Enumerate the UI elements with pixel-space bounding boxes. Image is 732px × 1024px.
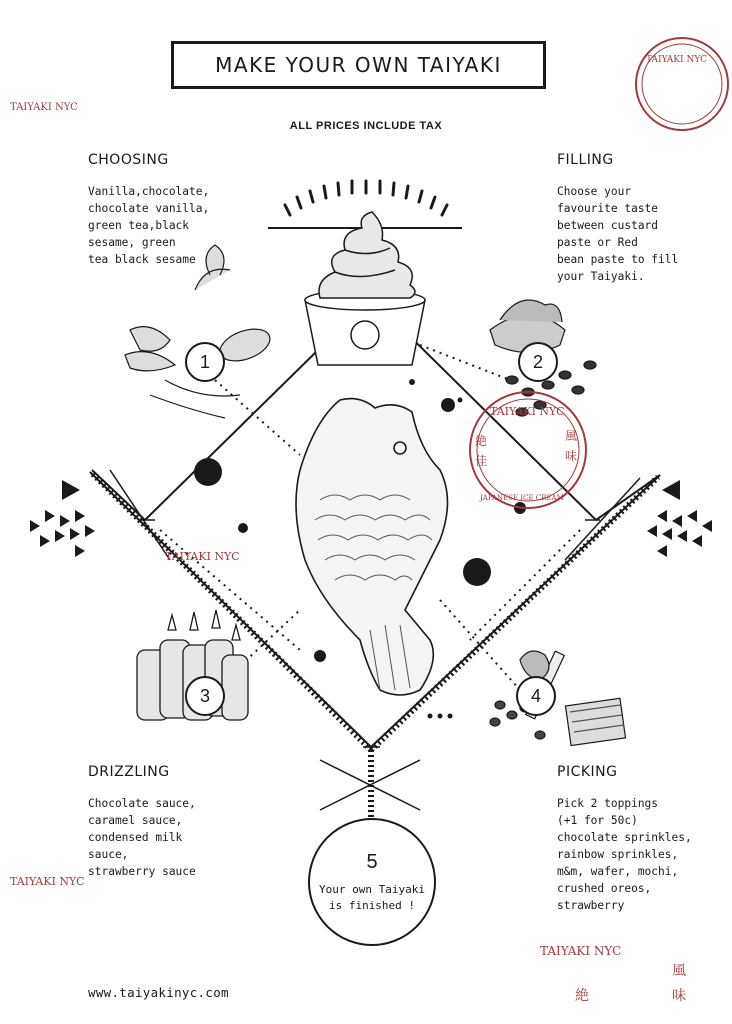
step-text-choosing: Vanilla,chocolate, chocolate vanilla, green tea,black sesame, green tea black sesame [88,185,210,266]
step-heading-choosing: CHOOSING [88,152,169,168]
page-title: MAKE YOUR OWN TAIYAKI [215,53,502,77]
triangle-pattern-right [647,480,712,557]
vanilla-cacao-illustration [125,245,274,418]
svg-text:風: 風 [672,963,686,979]
step-number-1: 1 [185,342,225,382]
svg-text:味: 味 [565,449,578,463]
svg-text:TAIYAKI NYC: TAIYAKI NYC [10,102,78,113]
step-number-5: 5 [366,850,378,873]
price-note: ALL PRICES INCLUDE TAX [289,120,443,132]
step-text-drizzling: Chocolate sauce, caramel sauce, condensed milk sauce, strawberry sauce [88,797,196,878]
step-text-filling: Choose your favourite taste between custard paste or Red bean paste to fill your Taiyaki. [557,185,679,283]
svg-text:JAPANESE ICE CREAM: JAPANESE ICE CREAM [480,494,564,502]
title-box [171,41,546,89]
svg-text:TAIYAKI NYC: TAIYAKI NYC [10,875,85,888]
svg-text:TAIYAKI NYC: TAIYAKI NYC [540,944,622,958]
step-heading-drizzling: DRIZZLING [88,764,170,780]
sunburst-ticks [285,181,447,215]
soft-serve-cup-illustration [305,212,425,365]
website-link[interactable]: www.taiyakinyc.com [88,985,229,1000]
svg-text:絶: 絶 [575,988,589,1004]
svg-text:味: 味 [672,988,686,1004]
triangle-pattern-left [30,480,95,557]
final-step-circle [308,818,436,946]
svg-text:風: 風 [565,429,578,443]
step-number-4: 4 [516,676,556,716]
svg-text:絶: 絶 [475,434,488,448]
step-number-2: 2 [518,342,558,382]
step-heading-filling: FILLING [557,152,614,168]
toppings-illustration [490,651,626,746]
svg-text:TAIYAKI NYC: TAIYAKI NYC [490,405,565,418]
step-number-3: 3 [185,676,225,716]
svg-text:TAIYAKI NYC: TAIYAKI NYC [165,550,240,563]
svg-text:佳: 佳 [475,454,488,468]
svg-text:TAIYAKI NYC: TAIYAKI NYC [646,55,707,65]
step-text-picking: Pick 2 toppings (+1 for 50c) chocolate sprinkles, rainbow sprinkles, m&m, wafer, mochi, crushed oreos, strawberry [557,797,692,912]
step-heading-picking: PICKING [557,764,618,780]
final-step-text: Your own Taiyaki is finished ! [319,882,425,912]
